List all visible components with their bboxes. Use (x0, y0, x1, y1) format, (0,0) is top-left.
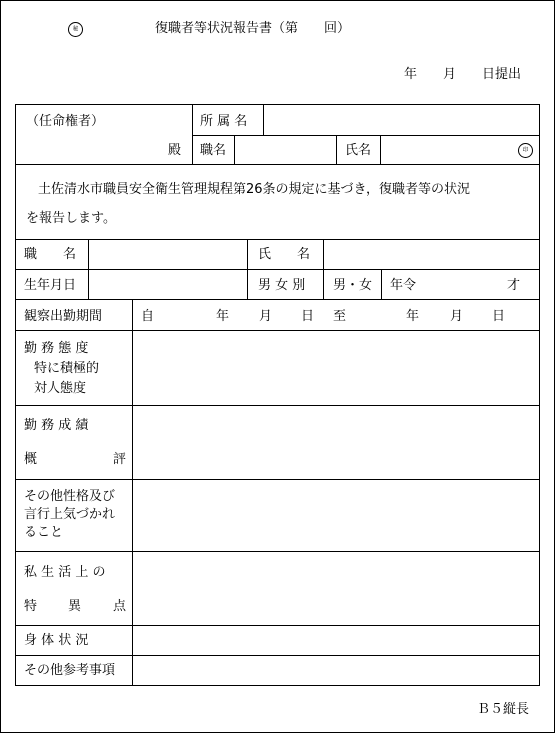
performance-summary-right: 評 (113, 452, 127, 467)
age-unit: 才 (507, 278, 521, 293)
honorific: 殿 (168, 143, 182, 158)
obs-from-day: 日 (301, 309, 315, 324)
private-life-special-2: 異 (68, 599, 82, 614)
private-life-special-1: 特 (24, 599, 38, 614)
other-remarks-label: その他参考事項 (24, 663, 116, 678)
job-title-label: 職名 (200, 143, 227, 158)
physical-label: 身 体 状 況 (24, 633, 89, 648)
gender-options: 男・女 (333, 278, 373, 293)
personality-label-1: その他性格及び (24, 489, 116, 504)
obs-to-day: 日 (492, 309, 506, 324)
obs-to: 至 (333, 309, 347, 324)
name-label: 氏名 (345, 143, 372, 158)
obs-from: 自 (141, 309, 155, 324)
seal-mark: 印 (522, 146, 529, 154)
confidential-mark: 秘 (72, 25, 79, 33)
obs-from-year: 年 (216, 309, 230, 324)
attitude-label-3: 対人態度 (34, 381, 87, 396)
confidential-seal-icon (68, 22, 83, 37)
submit-date: 年 月 日提出 (404, 67, 522, 82)
row-birthdate-label: 生年月日 (24, 278, 77, 293)
observation-label: 観察出勤期間 (24, 309, 103, 324)
row-job-title-label: 職 名 (24, 247, 77, 262)
attitude-label-2: 特に積極的 (34, 361, 100, 376)
obs-to-month: 月 (450, 309, 464, 324)
affiliation-label: 所 属 名 (200, 114, 248, 129)
paper-size-note: Ｂ５縦長 (477, 702, 530, 717)
row-name-label: 氏 名 (258, 247, 311, 262)
row-age-label: 年令 (390, 278, 417, 293)
personality-label-3: ること (24, 525, 64, 540)
document-title: 復職者等状況報告書（第 回） (155, 21, 351, 36)
personality-label-2: 言行上気づかれ (24, 507, 116, 522)
statement-line-2: を報告します。 (26, 211, 116, 226)
private-life-label: 私 生 活 上 の (24, 565, 106, 580)
performance-label: 勤 務 成 績 (24, 418, 89, 433)
private-life-special-3: 点 (113, 599, 127, 614)
row-gender-label: 男 女 別 (258, 278, 306, 293)
obs-from-month: 月 (259, 309, 273, 324)
statement-line-1: 土佐清水市職員安全衛生管理規程第26条の規定に基づき，復職者等の状況 (38, 182, 471, 197)
seal-icon (518, 143, 533, 158)
obs-to-year: 年 (406, 309, 420, 324)
appointer-label: （任命権者） (26, 114, 105, 129)
attitude-label-1: 勤 務 態 度 (24, 341, 89, 356)
performance-summary-left: 概 (24, 452, 38, 467)
